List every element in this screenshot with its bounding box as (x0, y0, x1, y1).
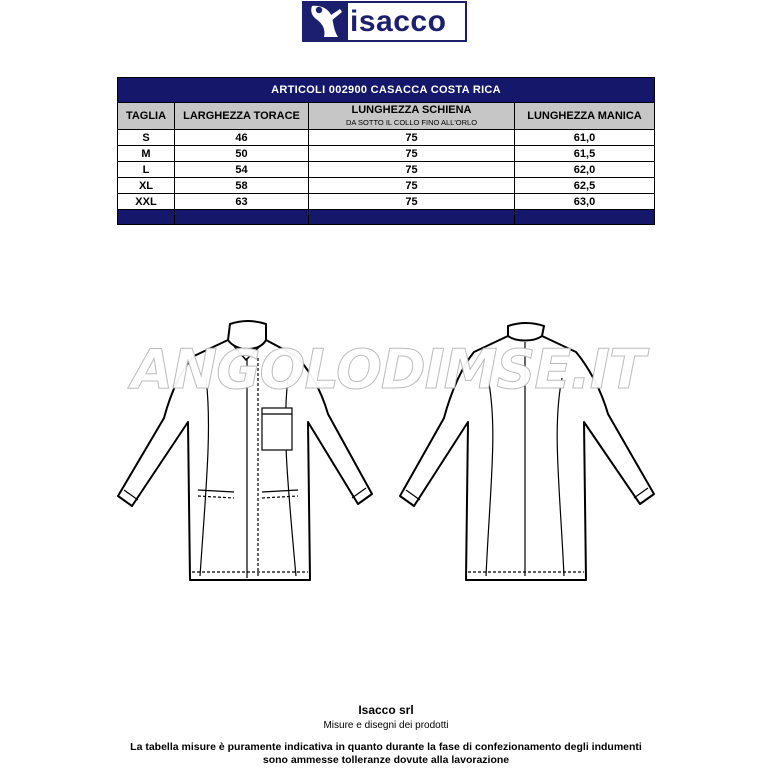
cell-sleeve-length: 63,0 (515, 194, 655, 210)
cell-back-length: 75 (309, 146, 515, 162)
table-row (118, 130, 655, 146)
cell-back-length: 75 (309, 162, 515, 178)
cell-sleeve-length: 61,0 (515, 130, 655, 146)
cell-size: XL (118, 178, 175, 194)
cell-chest: 58 (175, 178, 309, 194)
table-header-row (118, 103, 655, 130)
cell-sleeve-length: 61,5 (515, 146, 655, 162)
table-row (118, 162, 655, 178)
column-header-taglia: TAGLIA (118, 103, 175, 130)
disclaimer-line-1: La tabella misure è puramente indicativa in quanto durante la fase di confezionamento degli indumenti (130, 741, 642, 753)
cell-sleeve-length: 62,5 (515, 178, 655, 194)
footer-subtitle: Misure e disegni dei prodotti (323, 720, 449, 731)
cell-size: S (118, 130, 175, 146)
cell-size: XXL (118, 194, 175, 210)
cell-chest: 54 (175, 162, 309, 178)
brand-logo (302, 1, 467, 42)
cell-back-length: 75 (309, 130, 515, 146)
size-table (117, 77, 655, 225)
table-title: ARTICOLI 002900 CASACCA COSTA RICA (118, 78, 655, 103)
logo-figure-icon (304, 3, 348, 40)
cell-chest: 63 (175, 194, 309, 210)
column-header-larghezza-torace: LARGHEZZA TORACE (175, 103, 309, 130)
cell-back-length: 75 (309, 194, 515, 210)
disclaimer (0, 741, 772, 767)
cell-back-length: 75 (309, 178, 515, 194)
column-header-lunghezza-schiena: LUNGHEZZA SCHIENA DA SOTTO IL COLLO FINO ALL'ORLO (309, 103, 515, 130)
cell-size: L (118, 162, 175, 178)
brand-name: isacco (350, 5, 447, 38)
table-row (118, 146, 655, 162)
watermark: ANGOLODIMSE.IT (131, 338, 645, 401)
table-row (118, 194, 655, 210)
disclaimer-line-2: sono ammesse tolleranze dovute alla lavorazione (262, 754, 510, 766)
column-subheader-lunghezza-schiena: DA SOTTO IL COLLO FINO ALL'ORLO (345, 117, 478, 127)
cell-size: M (118, 146, 175, 162)
cell-chest: 46 (175, 130, 309, 146)
table-footer-bar (118, 210, 655, 225)
column-header-lunghezza-manica: LUNGHEZZA MANICA (515, 103, 655, 130)
cell-chest: 50 (175, 146, 309, 162)
table-row (118, 178, 655, 194)
table-title-row (118, 78, 655, 103)
company-name: Isacco srl (358, 703, 414, 717)
cell-sleeve-length: 62,0 (515, 162, 655, 178)
